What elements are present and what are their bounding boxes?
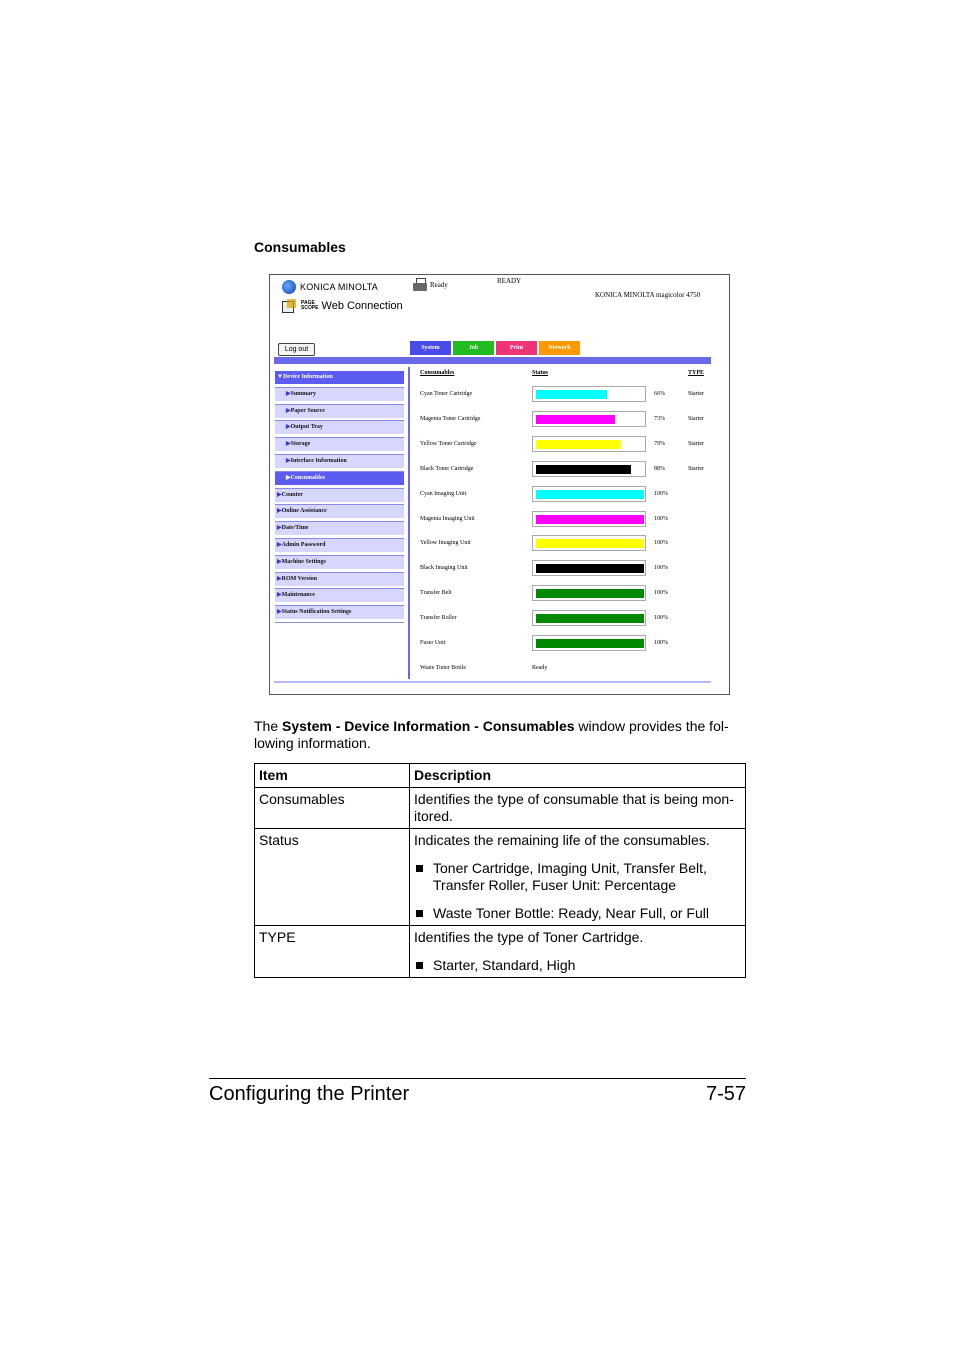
level-bar (532, 511, 646, 527)
consumable-name: Cyan Toner Cartridge (420, 391, 473, 397)
level-bar (532, 486, 646, 502)
sidebar-item-label: Maintenance (281, 592, 315, 599)
level-percent: 66% (654, 391, 665, 397)
description-cell (410, 788, 746, 829)
consumable-name: Yellow Toner Cartridge (420, 440, 477, 447)
level-fill (536, 539, 644, 548)
sidebar-item-label: Machine Settings (281, 558, 326, 565)
consumable-name: Waste Toner Bottle (420, 664, 466, 671)
consumable-type: Starter (688, 440, 704, 447)
level-bar (532, 635, 646, 651)
sidebar-divider (408, 367, 410, 679)
sidebar-item-maintenance[interactable] (275, 589, 404, 602)
triangle-right-icon: ▶ (286, 390, 291, 397)
sidebar-item-interface-information[interactable] (275, 455, 404, 468)
column-header-type: TYPE (688, 370, 705, 376)
konica-minolta-logo (282, 280, 378, 294)
bullet-text: Waste Toner Bottle: Ready, Near Full, or Full (433, 905, 709, 921)
square-bullet-icon (416, 865, 423, 872)
sidebar-item-counter[interactable] (275, 489, 404, 502)
sidebar-item-label: Summary (290, 390, 316, 397)
sidebar-item-online-assistance[interactable] (275, 505, 404, 518)
description-text: Identifies the type of consumable that is being mon-itored. (414, 791, 734, 824)
triangle-down-icon: ▼ (277, 374, 283, 380)
sidebar-item-label: Interface Information (290, 457, 347, 464)
sidebar-item-label: Output Tray (290, 424, 323, 431)
consumable-name: Yellow Imaging Unit (420, 540, 471, 547)
sidebar-item-rom-version[interactable] (275, 573, 404, 586)
pagescope-small-2: SCOPE (301, 305, 319, 311)
sidebar-item-summary[interactable] (275, 388, 404, 401)
level-bar (532, 461, 646, 477)
square-bullet-icon (416, 962, 423, 969)
sidebar-item-output-tray[interactable] (275, 421, 404, 434)
pagescope-title: Web Connection (321, 300, 403, 312)
consumable-name: Black Imaging Unit (420, 565, 468, 572)
level-bar (532, 560, 646, 576)
table-row (255, 829, 746, 926)
sidebar-item-device-information[interactable] (275, 371, 404, 384)
page-number: 7-57 (705, 1083, 746, 1105)
consumable-name: Cyan Imaging Unit (420, 490, 467, 497)
level-percent: 100% (654, 640, 668, 646)
triangle-right-icon: ▶ (277, 558, 282, 565)
pagescope-icon (282, 299, 298, 313)
tab-network[interactable]: Network (539, 341, 580, 355)
level-percent: 73% (654, 415, 665, 422)
sidebar-item-label: Date/Time (281, 525, 309, 532)
level-percent: 100% (654, 590, 668, 597)
level-fill (536, 515, 644, 524)
consumable-type: Starter (688, 391, 704, 397)
consumable-row (420, 585, 720, 603)
consumable-name: Magenta Imaging Unit (420, 515, 475, 522)
triangle-right-icon: ▶ (277, 525, 282, 532)
consumable-name: Transfer Roller (420, 615, 457, 622)
level-percent: 79% (654, 440, 665, 447)
sidebar-item-label: Device Information (282, 374, 333, 380)
printer-status-caps: READY (497, 277, 522, 285)
sidebar-item-label: Counter (281, 491, 303, 498)
sidebar-item-machine-settings[interactable] (275, 556, 404, 569)
square-bullet-icon (416, 910, 423, 917)
level-bar (532, 535, 646, 551)
logout-button[interactable]: Log out (278, 343, 315, 356)
tab-job[interactable]: Job (453, 341, 494, 355)
consumable-type: Starter (688, 415, 704, 422)
level-bar (532, 411, 646, 427)
level-fill (536, 639, 644, 648)
sidebar-item-label: Consumables (290, 474, 325, 481)
footer-rule (209, 1078, 746, 1079)
sidebar-item-label: Storage (290, 441, 311, 448)
tab-system[interactable]: System (410, 341, 451, 355)
table-row (255, 926, 746, 978)
level-fill (536, 390, 607, 399)
header-description: Description (410, 764, 746, 788)
item-cell: Status (255, 829, 410, 926)
intro-text-post: window provides the fol-lowing information. (254, 718, 729, 751)
level-fill (536, 490, 644, 499)
level-percent: 100% (654, 615, 668, 622)
sidebar-item-label: Status Notification Settings (281, 609, 352, 616)
brand-text: KONICA MINOLTA (300, 282, 378, 292)
description-cell (410, 829, 746, 926)
bullet-text: Toner Cartridge, Imaging Unit, Transfer Belt, Transfer Roller, Fuser Unit: Percentage (433, 860, 707, 893)
printer-status-text: Ready (430, 281, 448, 289)
triangle-right-icon: ▶ (277, 491, 282, 498)
section-heading: Consumables (254, 239, 346, 255)
bullet-item (414, 860, 741, 894)
consumable-name: Fuser Unit (420, 640, 446, 646)
consumable-row (420, 635, 720, 653)
screenshot-figure (269, 274, 730, 695)
bullet-text: Starter, Standard, High (433, 957, 576, 973)
consumable-row (420, 461, 720, 479)
description-cell (410, 926, 746, 978)
sidebar-item-date-time[interactable] (275, 522, 404, 535)
level-percent: 100% (654, 565, 668, 572)
consumable-name: Black Toner Cartridge (420, 465, 474, 472)
tab-print[interactable]: Print (496, 341, 537, 355)
triangle-right-icon: ▶ (277, 575, 282, 582)
level-bar (532, 386, 646, 402)
globe-icon (282, 280, 296, 294)
level-percent: 100% (654, 515, 668, 522)
sidebar-item-label: Paper Source (290, 407, 325, 414)
triangle-right-icon: ▶ (277, 592, 282, 599)
description-text: Indicates the remaining life of the consumables. (414, 832, 710, 848)
level-fill (536, 564, 644, 573)
pagescope-logo (282, 299, 403, 313)
consumable-name: Magenta Toner Cartridge (420, 415, 481, 422)
level-fill (536, 440, 621, 449)
level-bar (532, 436, 646, 452)
triangle-right-icon: ▶ (277, 609, 282, 616)
consumable-row (420, 560, 720, 578)
level-percent: 88% (654, 465, 665, 472)
triangle-right-icon: ▶ (286, 474, 291, 481)
consumable-row (420, 660, 720, 678)
footer-chapter-title: Configuring the Printer (209, 1083, 410, 1105)
sidebar-item-consumables[interactable] (275, 472, 404, 485)
sidebar-item-paper-source[interactable] (275, 405, 404, 418)
item-cell: Consumables (255, 788, 410, 829)
sidebar-item-label: ROM Version (281, 575, 318, 582)
level-fill (536, 614, 644, 623)
consumable-row (420, 511, 720, 529)
consumable-row (420, 610, 720, 628)
sidebar-nav (275, 371, 404, 623)
printer-icon (413, 278, 427, 294)
consumable-row (420, 386, 720, 404)
intro-text-pre: The (254, 718, 283, 734)
intro-paragraph (254, 718, 746, 752)
printer-model: KONICA MINOLTA magicolor 4750 (595, 291, 701, 299)
description-text: Identifies the type of Toner Cartridge. (414, 929, 644, 945)
triangle-right-icon: ▶ (286, 424, 291, 431)
column-header-status: Status (532, 370, 549, 376)
bullet-item (414, 957, 741, 974)
level-fill (536, 465, 631, 474)
triangle-right-icon: ▶ (277, 508, 282, 515)
sidebar-item-storage[interactable] (275, 438, 404, 451)
consumable-status-text: Ready (532, 664, 548, 671)
sidebar-item-label: Admin Password (281, 541, 326, 548)
level-fill (536, 589, 644, 598)
bullet-item (414, 905, 741, 922)
header-divider (274, 357, 711, 364)
table-header-row (255, 764, 746, 788)
header-item: Item (255, 764, 410, 788)
sidebar-item-admin-password[interactable] (275, 539, 404, 552)
triangle-right-icon: ▶ (286, 457, 291, 464)
level-bar (532, 585, 646, 601)
sidebar-item-label: Online Assistance (281, 508, 327, 515)
main-tabs (410, 341, 580, 355)
description-table (254, 763, 746, 978)
sidebar-item-status-notification-settings[interactable] (275, 606, 404, 619)
consumable-type: Starter (688, 465, 704, 472)
level-percent: 100% (654, 540, 668, 547)
triangle-right-icon: ▶ (286, 407, 291, 414)
level-percent: 100% (654, 490, 668, 497)
consumable-row (420, 535, 720, 553)
triangle-right-icon: ▶ (286, 441, 291, 448)
sidebar-separator (275, 622, 404, 623)
intro-text-bold: System - Device Information - Consumables (282, 718, 575, 734)
table-row (255, 788, 746, 829)
footer-divider (274, 681, 711, 683)
pagescope-small-1: PAGE (301, 300, 315, 306)
consumable-row (420, 411, 720, 429)
level-bar (532, 610, 646, 626)
level-fill (536, 415, 615, 424)
column-header-consumables: Consumables (420, 370, 455, 376)
item-cell: TYPE (255, 926, 410, 978)
consumable-row (420, 486, 720, 504)
consumable-name: Transfer Belt (420, 590, 452, 597)
triangle-right-icon: ▶ (277, 541, 282, 548)
consumable-row (420, 436, 720, 454)
